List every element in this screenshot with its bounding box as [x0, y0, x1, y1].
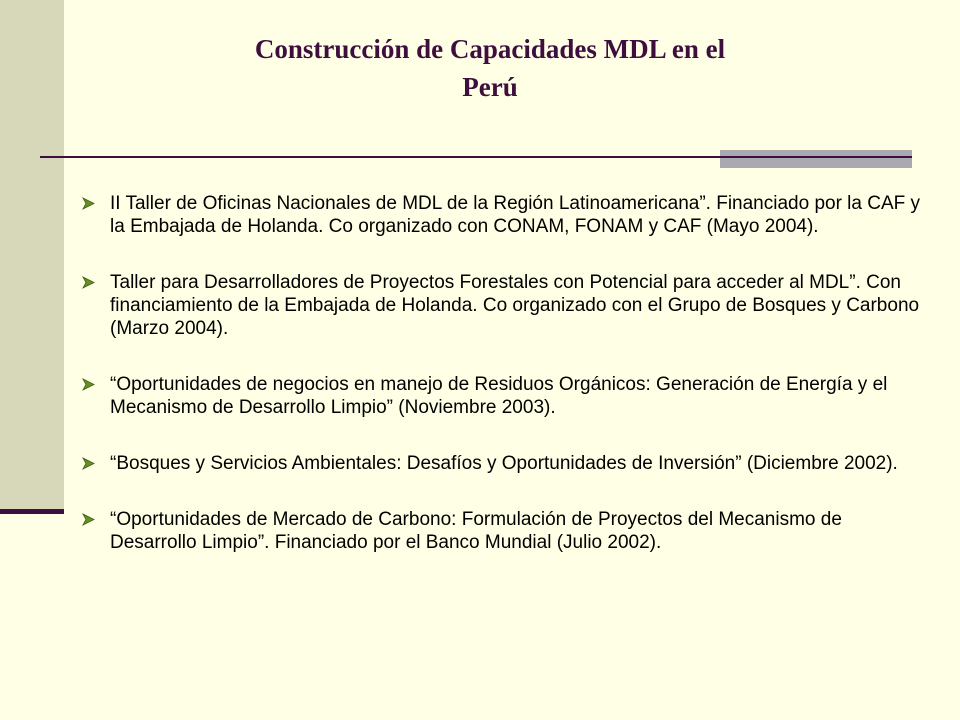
arrowhead-bullet-icon	[82, 457, 95, 470]
list-item	[82, 508, 922, 554]
bullet-text: “Bosques y Servicios Ambientales: Desafíos y Oportunidades de Inversión” (Diciembre 2002).	[110, 453, 898, 474]
bullet-text: II Taller de Oficinas Nacionales de MDL de la Región Latinoamericana”. Financiado por la CAF y la Embajada de Holanda. Co organizado con CONAM, FONAM y CAF (Mayo 2004).	[110, 193, 921, 237]
list-item	[82, 373, 922, 419]
bullet-list	[82, 192, 922, 587]
title-line-2: Perú	[462, 72, 518, 102]
title-line-1: Construcción de Capacidades MDL en el	[254, 34, 726, 64]
arrowhead-bullet-icon	[82, 276, 95, 289]
arrowhead-bullet-icon	[82, 513, 95, 526]
slide-title	[100, 30, 880, 106]
arrowhead-bullet-icon	[82, 197, 95, 210]
list-item	[82, 271, 922, 340]
bullet-text: Taller para Desarrolladores de Proyectos Forestales con Potencial para acceder al MDL”. Con financiamiento de la Embajada de Holanda. Co organizado con el Grupo de Bosques y Carbono (Marzo 2004).	[110, 272, 920, 339]
arrowhead-bullet-icon	[82, 378, 95, 391]
left-sidebar-bar	[0, 0, 64, 512]
sidebar-underline	[0, 509, 64, 514]
bullet-text: “Oportunidades de Mercado de Carbono: Formulación de Proyectos del Mecanismo de Desarrollo Limpio”. Financiado por el Banco Mundial (Julio 2002).	[110, 509, 842, 553]
list-item	[82, 192, 922, 238]
bullet-text: “Oportunidades de negocios en manejo de Residuos Orgánicos: Generación de Energía y el Mecanismo de Desarrollo Limpio” (Noviembre 2003).	[110, 374, 888, 418]
title-rule-accent	[720, 150, 912, 168]
list-item	[82, 452, 922, 475]
